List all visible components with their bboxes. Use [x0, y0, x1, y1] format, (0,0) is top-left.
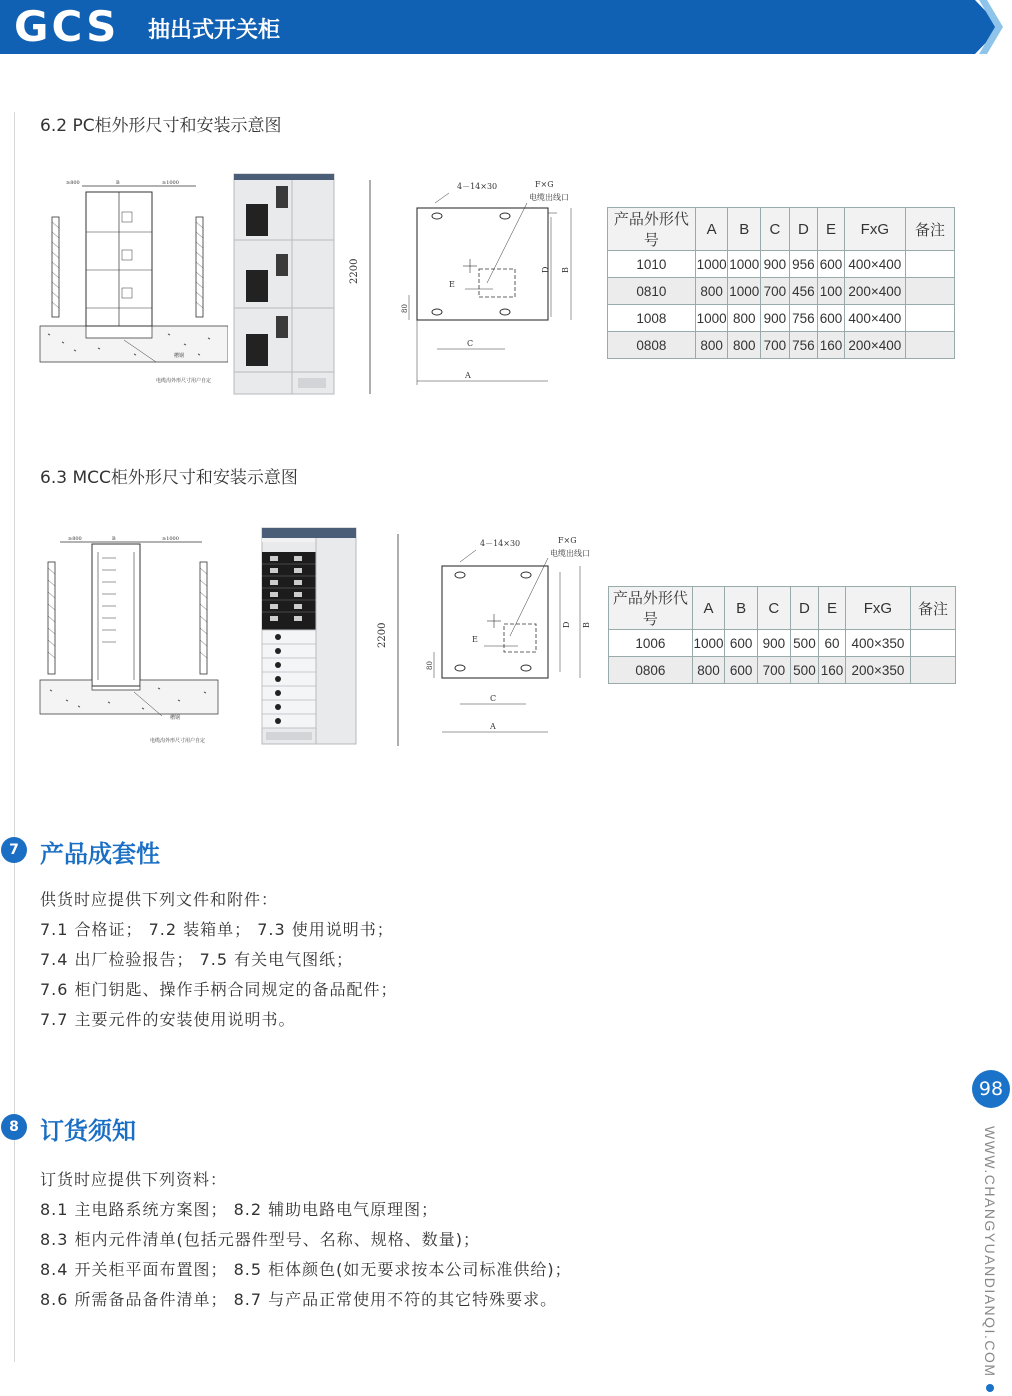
table-row: 1008 1000 800 900 756 600 400×400 [608, 305, 955, 332]
pc-label-bb: B [561, 267, 570, 273]
mcc-label-bb: B [582, 622, 591, 628]
pc-label-cable: 电缆沟外形尺寸用户自定 [156, 378, 212, 384]
pc-floor-plan-drawing [395, 175, 585, 385]
mcc-cabinet-front-view [258, 526, 406, 748]
pc-height-2200: 2200 [349, 258, 360, 284]
section-7-title: 产品成套性 [40, 840, 160, 868]
col-d: D [790, 587, 819, 630]
pc-label-outlet: 电缆出线口 [529, 193, 569, 202]
mcc-label-a: A [490, 722, 496, 731]
mcc-floor-plan-drawing [420, 532, 602, 736]
mcc-section-title: 6.3 MCC柜外形尺寸和安装示意图 [40, 468, 298, 488]
mcc-label-e: E [472, 635, 478, 644]
pc-label-fxg: F×G [535, 180, 554, 189]
pc-label-80: 80 [401, 304, 409, 313]
col-c: C [758, 587, 791, 630]
list-item: 7.4 出厂检验报告； 7.5 有关电气图纸； [40, 950, 354, 969]
header-chevron-icon [955, 0, 1005, 54]
col-fxg: FxG [844, 208, 905, 251]
pc-label-cao: 槽钢 [174, 353, 185, 359]
mcc-height-2200: 2200 [377, 622, 388, 648]
table-row: 0808 800 800 700 756 160 200×400 [608, 332, 955, 359]
mcc-label-outlet: 电缆出线口 [550, 549, 590, 558]
table-row: 0806 800 600 700 500 160 200×350 [609, 657, 956, 684]
header-bar [0, 0, 968, 54]
list-item: 8.3 柜内元件清单(包括元器件型号、名称、规格、数量)； [40, 1230, 481, 1249]
list-item: 订货时应提供下列资料： [40, 1170, 228, 1189]
pc-installation-drawing [38, 172, 228, 392]
table-header-row [608, 208, 955, 251]
col-e: E [818, 208, 845, 251]
margin-rule [14, 112, 15, 1362]
pc-label-e: E [449, 280, 455, 289]
mcc-label-80: 80 [426, 661, 434, 670]
brand-logo: GCS [14, 2, 120, 51]
mcc-label-hole: 4－14×30 [480, 539, 521, 548]
section-7-body [40, 885, 398, 1035]
col-b: B [728, 208, 761, 251]
pc-dim-b: B [116, 180, 120, 186]
col-code: 产品外形代号 [608, 208, 696, 251]
col-b: B [725, 587, 758, 630]
mcc-installation-drawing [38, 530, 228, 746]
col-a: A [692, 587, 725, 630]
mcc-label-fxg: F×G [558, 536, 577, 545]
mcc-dimension-table [608, 586, 956, 684]
pc-label-d: D [541, 266, 550, 273]
col-fxg: FxG [845, 587, 910, 630]
col-note: 备注 [911, 587, 956, 630]
pc-dim-gt800: ≥800 [66, 180, 80, 186]
bullet-dot-icon [986, 1384, 994, 1392]
table-header-row [609, 587, 956, 630]
pc-dimension-table [607, 207, 955, 359]
section-8-title: 订货须知 [40, 1117, 136, 1145]
mcc-label-cable: 电缆沟外形尺寸用户自定 [150, 738, 206, 744]
website-url: WWW.CHANGYUANDIANQI.COM [982, 1126, 998, 1378]
pc-label-c: C [467, 339, 474, 348]
col-c: C [761, 208, 790, 251]
list-item: 7.6 柜门钥匙、操作手柄合同规定的备品配件； [40, 980, 398, 999]
section-8-body [40, 1165, 572, 1315]
pc-dim-gt1000: ≥1000 [162, 180, 179, 186]
list-item: 7.7 主要元件的安装使用说明书。 [40, 1010, 296, 1029]
table-row: 1010 1000 1000 900 956 600 400×400 [608, 251, 955, 278]
mcc-label-d: D [562, 621, 571, 628]
col-a: A [695, 208, 728, 251]
mcc-dim-gt1000: ≥1000 [162, 536, 179, 542]
table-row: 1006 1000 600 900 500 60 400×350 [609, 630, 956, 657]
mcc-dim-gt800: ≥800 [68, 536, 82, 542]
pc-cabinet-front-view [232, 172, 382, 396]
pc-section-title: 6.2 PC柜外形尺寸和安装示意图 [40, 116, 282, 136]
col-d: D [789, 208, 818, 251]
mcc-dim-b: B [112, 536, 116, 542]
pc-label-a: A [465, 371, 471, 380]
list-item: 8.4 开关柜平面布置图； 8.5 柜体颜色(如无要求按本公司标准供给)； [40, 1260, 572, 1279]
header-subtitle: 抽出式开关柜 [148, 18, 281, 43]
table-row: 0810 800 1000 700 456 100 200×400 [608, 278, 955, 305]
list-item: 8.6 所需备品备件清单； 8.7 与产品正常使用不符的其它特殊要求。 [40, 1290, 558, 1309]
col-code: 产品外形代号 [609, 587, 693, 630]
mcc-label-cao: 槽钢 [170, 715, 181, 721]
list-item: 8.1 主电路系统方案图； 8.2 辅助电路电气原理图； [40, 1200, 439, 1219]
list-item: 供货时应提供下列文件和附件： [40, 890, 279, 909]
page-number: 98 [972, 1070, 1010, 1108]
section-8-badge: 8 [1, 1114, 27, 1140]
list-item: 7.1 合格证； 7.2 装箱单； 7.3 使用说明书； [40, 920, 394, 939]
col-note: 备注 [905, 208, 954, 251]
mcc-label-c: C [490, 694, 497, 703]
section-7-badge: 7 [1, 837, 27, 863]
col-e: E [819, 587, 846, 630]
pc-label-hole: 4－14×30 [457, 182, 498, 191]
